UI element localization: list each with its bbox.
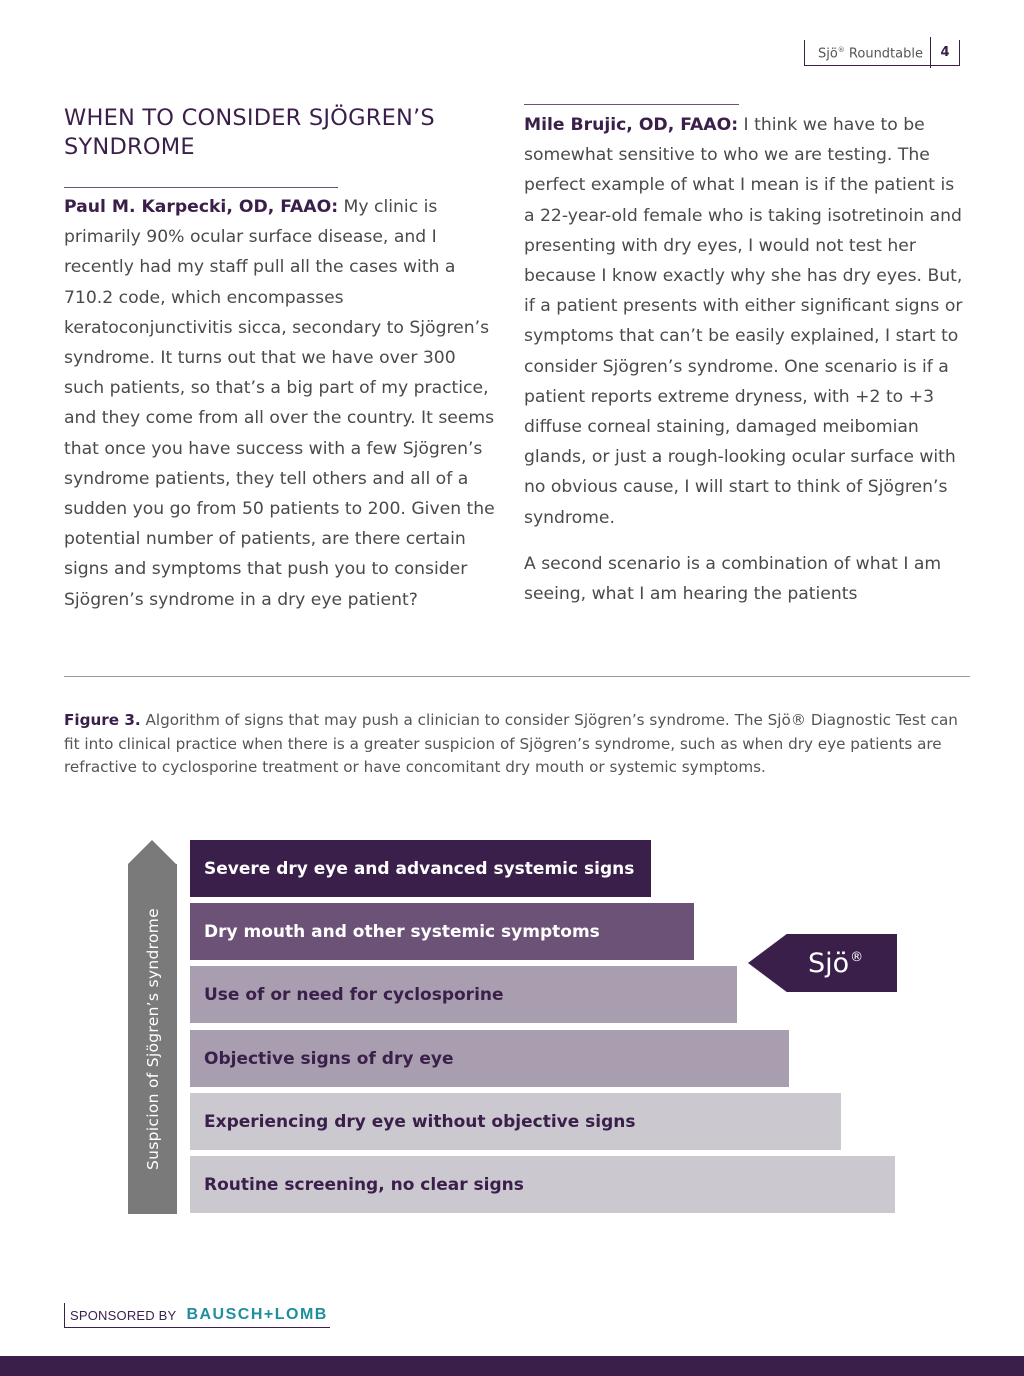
axis-label: Suspicion of Sjögren’s syndrome — [143, 908, 162, 1170]
heading-rule — [64, 187, 338, 188]
level-bar-cyclosporine: Use of or need for cyclosporine — [190, 966, 737, 1023]
section-divider — [64, 676, 970, 677]
running-header — [804, 40, 960, 66]
right-column — [524, 104, 964, 609]
level-bar-no-objective-signs: Experiencing dry eye without objective signs — [190, 1093, 841, 1150]
speaker-name: Paul M. Karpecki, OD, FAAO: — [64, 197, 339, 217]
suspicion-arrow — [128, 840, 177, 1214]
sponsor-logo: BAUSCH+LOMB — [186, 1306, 328, 1323]
figure-caption: Figure 3. Algorithm of signs that may push a clinician to consider Sjögren’s syndrome. The Sjö® Diagnostic Test can fit into clinical practice when there is a greater suspicion of Sjögren’s syndrome, such as when dry eye patients are refractive to cyclosporine treatment or have concomitant dry mouth or systemic symptoms. — [64, 711, 958, 776]
level-bar-objective-signs: Objective signs of dry eye — [190, 1030, 789, 1087]
level-bar-dry-mouth: Dry mouth and other systemic symptoms — [190, 903, 694, 960]
section-heading: WHEN TO CONSIDER SJÖGREN’S SYNDROME — [64, 105, 435, 160]
karpecki-paragraph: Paul M. Karpecki, OD, FAAO: My clinic is primarily 90% ocular surface disease, and I recently had my staff pull all the cases with a 710.2 code, which encompasses keratoconjunctivitis sicca, secondary to Sjögren’s syndrome. It turns out that we have over 300 such patients, so that’s a big part of my practice, and they come from all over the country. It seems that once you have success with a few Sjögren’s syndrome patients, they tell others and all of a sudden you go from 50 patients to 200. Given the potential number of patients, are there certain signs and symptoms that push you to consider Sjögren’s syndrome in a dry eye patient? — [64, 197, 495, 610]
level-bar-severe: Severe dry eye and advanced systemic signs — [190, 840, 651, 897]
page-number: 4 — [940, 45, 950, 60]
sponsor-line — [64, 1303, 330, 1328]
publication-title: Sjö® Roundtable — [805, 37, 931, 67]
column-rule — [524, 104, 739, 105]
figure-label: Figure 3. — [64, 711, 141, 729]
brujic-paragraph-2: A second scenario is a combination of what I am seeing, what I am hearing the patients — [524, 553, 942, 605]
up-arrow-icon — [128, 840, 176, 864]
footer-band — [0, 1356, 1024, 1376]
sponsored-by-label: SPONSORED BY — [70, 1307, 177, 1323]
sjo-tag-label: Sjö ® — [808, 947, 864, 979]
level-bar-routine-screening: Routine screening, no clear signs — [190, 1156, 895, 1213]
speaker-name: Mile Brujic, OD, FAAO: — [524, 115, 739, 135]
brujic-paragraph: Mile Brujic, OD, FAAO: I think we have to be somewhat sensitive to who we are testing. The perfect example of what I mean is if the patient is a 22-year-old female who is taking isotretinoin and presenting with dry eyes, I would not test her because I know exactly why she has dry eyes. But, if a patient presents with either significant signs or symptoms that can’t be easily explained, I start to consider Sjögren’s syndrome. One scenario is if a patient reports extreme dryness, with +2 to +3 diffuse corneal staining, damaged meibomian glands, or just a rough-looking ocular surface with no obvious cause, I will start to think of Sjögren’s syndrome. — [524, 115, 963, 528]
left-column — [64, 104, 496, 615]
